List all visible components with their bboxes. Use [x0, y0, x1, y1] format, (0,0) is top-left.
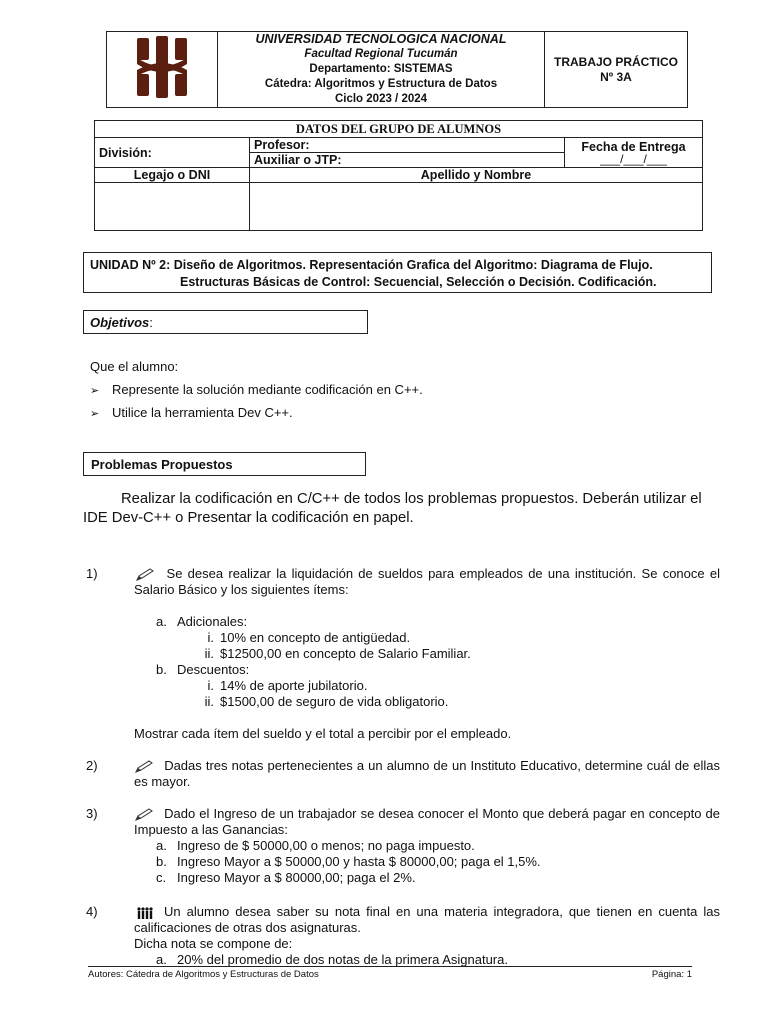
problem-number: 4) [86, 904, 98, 919]
chair-name: Cátedra: Algoritmos y Estructura de Datos [264, 78, 498, 90]
division-label: División: [95, 138, 250, 168]
page-footer [88, 966, 692, 980]
problem-text: Dadas tres notas pertenecientes a un alumno de un Instituto Educativo, determine cuál de ellas es mayor. [134, 758, 720, 789]
col-legajo: Legajo o DNI [95, 168, 250, 183]
objectives-colon: : [149, 315, 153, 330]
utn-logo-cell [107, 32, 218, 108]
department-name: Departamento: SISTEMAS [309, 63, 453, 75]
list-item: Ingreso Mayor a $ 80000,00; paga el 2%. [177, 870, 416, 885]
delivery-label: Fecha de Entrega [581, 139, 686, 154]
list-item: 20% del promedio de dos notas de la primera Asignatura. [177, 952, 508, 967]
problem-3-sublist: a. Ingreso de $ 50000,00 o menos; no paga impuesto. b. Ingreso Mayor a $ 50000,00 y hasta $ 80000,00; paga el 1,5%. c. Ingreso Mayor a $ 80000,00; paga el 2%. [156, 838, 541, 885]
list-item: $12500,00 en concepto de Salario Familiar. [220, 646, 471, 661]
name-blank-cell [250, 183, 703, 231]
unit-box [83, 252, 712, 293]
pencil-icon [135, 568, 155, 582]
problem-text: Un alumno desea saber su nota final en una materia integradora, que tienen en cuenta las calificaciones de otras dos asignaturas. [134, 904, 720, 935]
additionals-label: Adicionales: [177, 614, 248, 629]
list-item: Ingreso de $ 50000,00 o menos; no paga impuesto. [177, 838, 475, 853]
professor-label: Profesor: [250, 138, 565, 153]
legajo-blank-cell [95, 183, 250, 231]
arrow-bullet-icon: ➢ [90, 408, 100, 420]
problem-1-closing: Mostrar cada ítem del sueldo y el total a percibir por el empleado. [134, 726, 512, 741]
delivery-blank: ___/___/___ [600, 151, 667, 166]
header-work-title [545, 32, 688, 108]
footer-page-number: Página: 1 [651, 969, 692, 980]
problem-2 [86, 758, 720, 790]
pencil-icon [134, 760, 154, 774]
assistant-label: Auxiliar o JTP: [250, 153, 565, 168]
problems-box: Problemas Propuestos [83, 452, 366, 476]
header-institution [218, 32, 545, 108]
unit-line-1: UNIDAD Nº 2: Diseño de Algoritmos. Representación Grafica del Algoritmo: Diagrama de Flujo. [90, 258, 653, 272]
work-title: TRABAJO PRÁCTICO [553, 54, 678, 69]
group-data-table [94, 120, 703, 231]
problems-intro: Realizar la codificación en C/C++ de todos los problemas propuestos. Deberán utilizar el IDE Dev-C++ o Presentar la codificación en papel. [83, 491, 702, 526]
list-item: $1500,00 de seguro de vida obligatorio. [220, 694, 449, 709]
university-name: UNIVERSIDAD TECNOLOGICA NACIONAL [255, 32, 507, 46]
problem-4-line2: Dicha nota se compone de: [134, 936, 293, 951]
footer-authors: Autores: Cátedra de Algoritmos y Estructuras de Datos [88, 969, 319, 980]
list-item: 14% de aporte jubilatorio. [220, 678, 368, 693]
col-name: Apellido y Nombre [250, 168, 703, 183]
delivery-date-cell [565, 138, 703, 168]
list-item: 10% en concepto de antigüedad. [220, 630, 411, 645]
faculty-name: Facultad Regional Tucumán [304, 48, 458, 60]
group-icon [136, 907, 154, 919]
problem-4 [86, 904, 720, 968]
problem-number: 3) [86, 806, 98, 821]
problem-number: 2) [86, 758, 98, 773]
problem-3 [86, 806, 720, 886]
objectives-label: Objetivos [90, 315, 150, 330]
problem-text: Dado el Ingreso de un trabajador se desea conocer el Monto que deberá pagar en concepto de Impuesto a las Ganancias: [134, 806, 720, 837]
utn-logo [131, 34, 193, 100]
problem-1 [86, 566, 720, 742]
group-table-title: DATOS DEL GRUPO DE ALUMNOS [95, 121, 703, 138]
document-header [106, 31, 688, 108]
work-number: Nº 3A [600, 69, 632, 84]
discounts-label: Descuentos: [177, 662, 250, 677]
problem-text: Se desea realizar la liquidación de sueldos para empleados de una institución. Se conoce el Salario Básico y los siguientes ítems: [134, 566, 720, 597]
pencil-icon [134, 808, 154, 822]
objective-item: ➢ Utilice la herramienta Dev C++. [90, 405, 293, 420]
problem-number: 1) [86, 566, 98, 581]
unit-line-2: Estructuras Básicas de Control: Secuencial, Selección o Decisión. Codificación. [180, 275, 657, 289]
arrow-bullet-icon: ➢ [90, 385, 100, 397]
problem-4-sublist: a. 20% del promedio de dos notas de la primera Asignatura. [156, 952, 508, 967]
objective-item: ➢ Represente la solución mediante codificación en C++. [90, 382, 423, 397]
objectives-intro: Que el alumno: [90, 359, 179, 374]
objectives-box [83, 310, 368, 334]
problem-1-sublist: a. Adicionales: i. 10% en concepto de antigüedad. ii. $12500,00 en concepto de Salario Familiar. b. Descuentos: i. 14% de aporte jubilatorio. ii. $1500,00 de seguro de vida obligatorio. [156, 614, 471, 709]
list-item: Ingreso Mayor a $ 50000,00 y hasta $ 80000,00; paga el 1,5%. [177, 854, 541, 869]
cycle: Ciclo 2023 / 2024 [334, 93, 428, 105]
